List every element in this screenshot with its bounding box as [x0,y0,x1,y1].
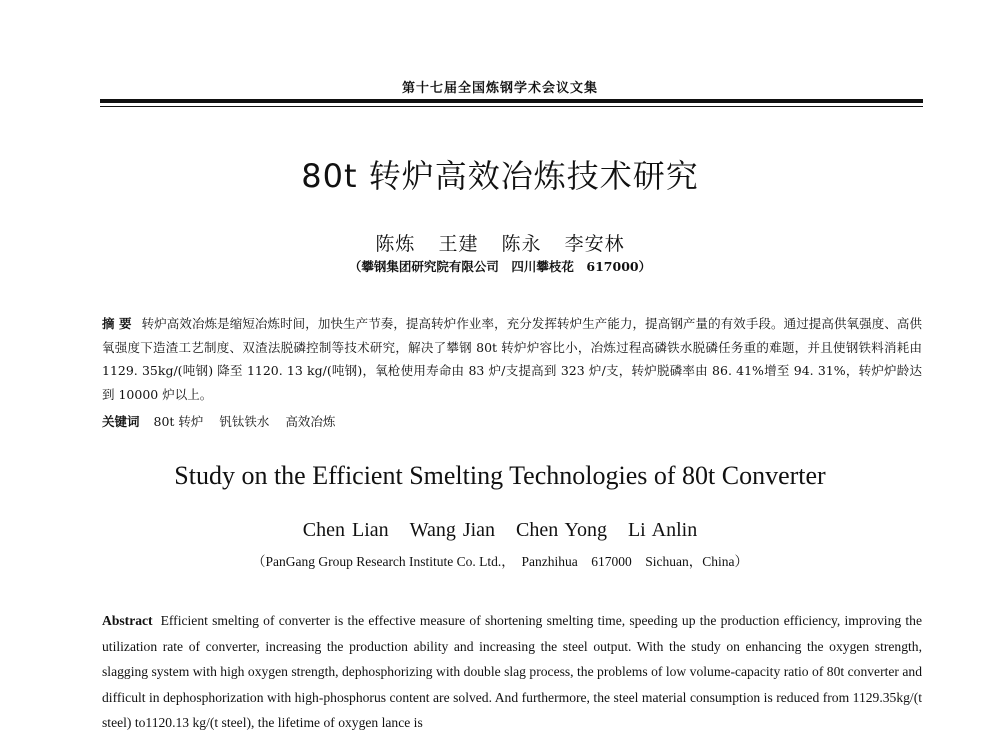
author-name-cn: 陈炼 [375,233,416,255]
author-name-en: Chen Yong [516,519,607,541]
author-name-cn: 李安林 [564,233,625,255]
affiliation-en: （PanGang Group Research Institute Co. Ltd.， Panzhihua 617000 Sichuan，China） [251,554,749,569]
abstract-cn [102,312,922,406]
paper-title-en: Study on the Efficient Smelting Technologies of 80t Converter [174,461,826,490]
abstract-text-en: Efficient smelting of converter is the effective measure of shortening smelting time, speeding up the production efficiency, improving the utilization rate of converter, increasing the production ability and increasing the steel output. With the study on enhancing the oxygen strength, slagging system with high oxygen strength, dephosphorizing with double slag process, the problems of low volume-capacity ratio of 80t converter and difficult in dephosphorization with high-phosphorus content are solved. And furthermore, the steel material consumption is reduced from 1129.35kg/(t steel) to1120.13 kg/(t steel), the lifetime of oxygen lance is [102,613,922,730]
abstract-label-en: Abstract [102,613,153,628]
keywords-label-cn: 关键词 [102,414,140,429]
author-name-en: Chen Lian [302,519,389,541]
keyword: 80t 转炉 [153,414,204,429]
abstract-text-cn: 转炉高效冶炼是缩短冶炼时间，加快生产节奏，提高转炉作业率，充分发挥转炉生产能力，提高钢产量的有效手段。通过提高供氧强度、高供氧强度下造渣工艺制度、双渣法脱磷控制等技术研究，解决了攀钢 80t 转炉炉容比小，冶炼过程高磷铁水脱磷任务重的难题，并且使钢铁料消耗由 1129. 35kg/(吨钢) 降至 1120. 13 kg/(吨钢)，氧枪使用寿命由 83 炉/支提高到 323 炉/支，转炉脱磷率由 86. 41%增至 94. 31%，转炉炉龄达到 10000 炉以上。 [102,316,922,402]
keywords-cn [102,412,922,430]
paper-title-cn: 80t 转炉高效冶炼技术研究 [301,157,699,195]
author-name-en: Li Anlin [627,519,698,541]
author-list-cn [0,229,1000,256]
abstract-en [102,608,922,736]
running-header: 第十七届全国炼钢学术会议文集 [401,81,598,96]
author-list-en [0,519,1000,542]
affiliation-cn: （攀钢集团研究院有限公司 四川攀枝花 617000） [348,259,652,274]
keyword: 钒钛铁水 [219,414,270,429]
author-name-cn: 陈永 [501,233,542,255]
author-name-en: Wang Jian [409,519,496,541]
header-rule-thick [100,99,923,103]
keyword: 高效冶炼 [285,414,336,429]
author-name-cn: 王建 [438,233,479,255]
abstract-label-cn: 摘 要 [102,316,132,331]
header-rule-thin [100,106,923,107]
